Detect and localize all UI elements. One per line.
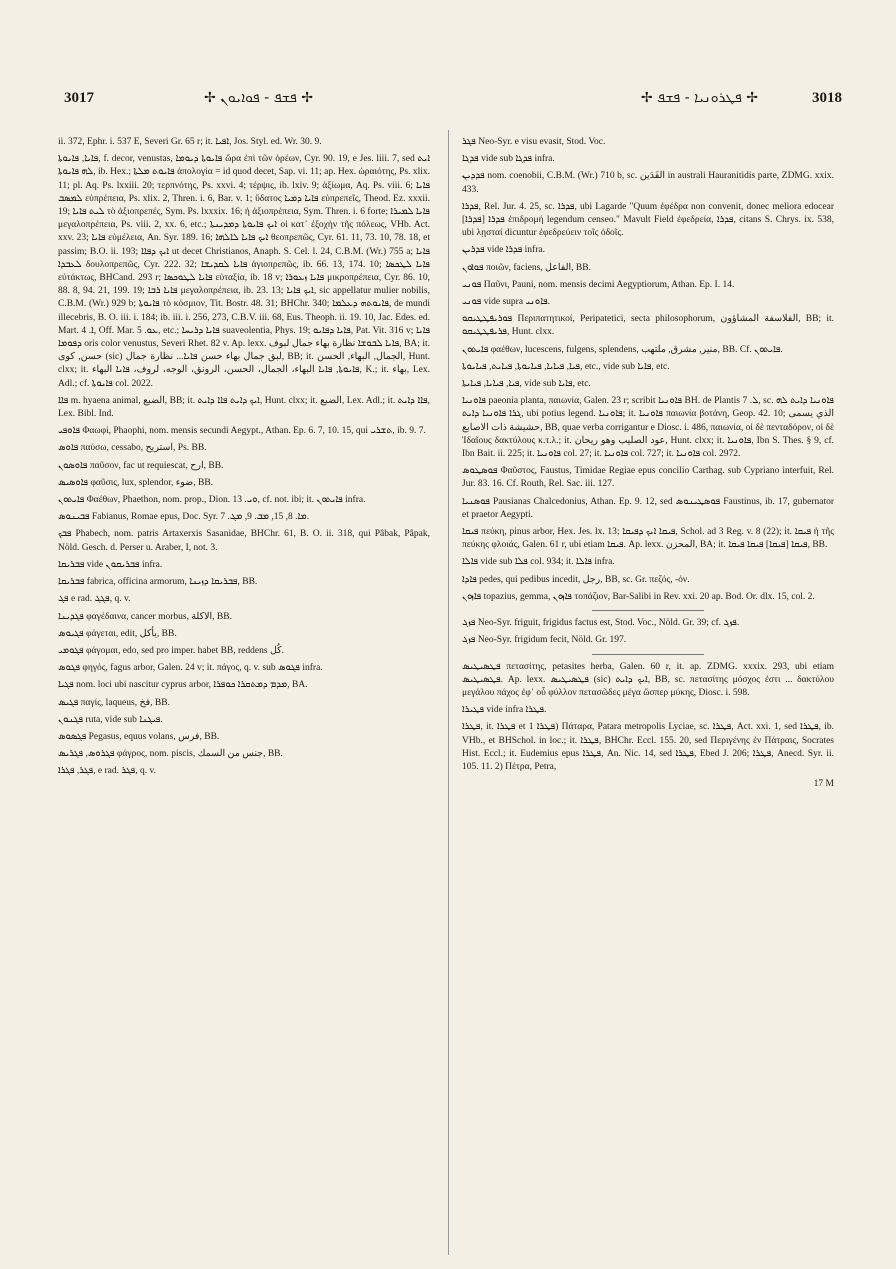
- right-running-head: ✢ ܦܛܪܘܢܝܐ - ܦܫܦ ✢: [640, 90, 758, 106]
- dictionary-entry: ܦܙܓ Neo-Syr. frigidum fecit, Nöld. Gr. 197.: [462, 635, 627, 646]
- dictionary-entry: ܦܙܓ Neo-Syr. friguit, frigidus factus est, Stod. Voc., Nöld. Gr. 39; cf. ܦܙܓ.: [462, 618, 740, 629]
- dictionary-entry: ܦܐܝܬܘܢ Φαέθων, Phaethon, nom. prop., Dion. ܘܝ. 13, cf. not. ibi; it. ܦܐܝܬܘܢ infra.: [58, 495, 366, 506]
- column-rule: [448, 130, 449, 1255]
- dictionary-entry: ܦܘܢܝ Παῦνι, Pauni, nom. mensis decimi Aegyptiorum, Athan. Ep. I. 14.: [462, 279, 735, 290]
- dictionary-entry: ܦܐܘܣܘܢ παῦσον, fac ut requiescat, ارح, BB.: [58, 460, 224, 471]
- dictionary-entry: ܦܓܢܘܢ ruta, vide sub ܦܝܓܢܐ.: [58, 714, 163, 725]
- dictionary-entry: ܦܘܣܛܘܣ Φαῦστος, Faustus, Timidae Regiae epus concilio Carthag. sub Cypriano interfuit, Rel. Jur. 83. 16. Cf. Routh, Rel. Sac. iii. 127.: [462, 466, 834, 490]
- dictionary-entry: ܦܛܪܐ, it. ܦܛܪܐ et ܦܛܪܐ 1) Πάταρα, Patara metropolis Lyciae, sc. ܦܛܪܐ, Act. xxi. 1, sed ܦܛܪܐ, ib. VHb., et BHSchol. in loc.; it. ܦܛܪܐ, BHChr. Eccl. 155. 20, sed Περιγένης ἐν Πάτραις, Socrates Hist. Eccl.; it. Eudemius epus ܦܛܪܐ, An. Nic. 14, sed ܦܛܪܐ, Ebed J. 206; ܦܛܪܐ, Anecd. Syr. ii. 105. 11. 2) Πέτρα, Petra,: [462, 722, 835, 772]
- dictionary-entry: ܦܐܘܣ παύσω, cessabo, استريح, Ps. BB.: [58, 443, 207, 454]
- left-column: [58, 136, 430, 783]
- dictionary-entry: ܦܝܐ, ܦܝܐܝܐ, ܦܝܐܝܘܬܐ, ܦܝܐܝܬ, ܦܝܐܝܘܬܐ, etc., vide sub ܦܐܝܐ, etc.: [462, 361, 670, 372]
- dictionary-entry: ܦܓܕܝܢܐ φαγέδαινα, cancer morbus, الاكلة, BB.: [58, 611, 232, 622]
- dictionary-entry: ܦܐܘܣܝܣ φαῦσις, lux, splendor, ضوء, BB.: [58, 477, 214, 488]
- dictionary-entry: ܦܐܙܘܢ topazius, gemma, ܦܐܙܘܢ τοπάζιον, Bar-Salibi in Rev. xxi. 20 ap. Bod. Or. dlx. 15, col. 2.: [462, 591, 815, 602]
- dictionary-entry: ܦܓܝܐ nom. loci ubi nascitur cyprus arbor, ܡܕܡ ܕܡܬܩܪܐ ܟܘܦܪܐ, BA.: [58, 680, 308, 691]
- dictionary-entry: ܦܓܝܘܣ φάγεται, edit, يأكل, BB.: [58, 628, 177, 639]
- dictionary-entry: ܦܕܪܝܢ vide ܦܕܪܐ infra.: [462, 245, 545, 256]
- dictionary-entry: ܦܐܐ m. hyaena animal, الضبع, BB; it. ܐܝܟ ܕܐܝܬ ܦܐܐ ܕܐܝܬ, Hunt. clxx; it. الضبع, Lex. Adl.; it. ܦܐܐ ܕܐܝܬ, Lex. Bibl. Ind.: [58, 395, 431, 420]
- dictionary-entry: ܦܒܪܝܩܐ vide ܦܒܪܝܩܘܢ infra.: [58, 559, 163, 570]
- dictionary-entry: ܦܐܘܢܝܐ paeonia planta, παιωνία, Galen. 23 r; scribit ܦܐܘܢܝܐ BH. de Plantis ܠ. 7, sc. ܦܐܘܢܝܐ ܕܐܝܬ ܠܗ ܓܪܐ ܦܐܘܢܝܐ ܕܐܝܬ, ubi potius legend. ܦܐܘܢܝܐ; it. ܦܐܘܢܝܐ παιωνία βοτάνη, Geop. 42. 10; الذي يسمى حشيشة ذات الاصابع, BB, quae verba corrigantur e Diosc. i. 486, παιωνία, οἱ δὲ πενταδόρον, οἱ δὲ Ἰδαῖους δακτύλους κ.τ.λ.; it. عود الصليب وهو ريحان, Hunt. clxx; it. ܦܐܘܢܝܐ, Ibn S. Thes. § 9, cf. Ibn Bait. ii. 225; it. ܦܐܘܢܝܐ col. 27; it. ܦܐܘܢܝܐ col. 727; it. ܦܐܘܢܝܐ col. 2972.: [462, 396, 834, 460]
- dictionary-entry: ܦܐܠܐ vide sub ܦܠܐ col. 934; it. ܦܐܠܐ infra.: [462, 557, 615, 568]
- dictionary-entry: ܦܓܪܘܣ, ܦܓܪܝܣ φάγρος, nom. piscis, جنس من السمك, BB.: [58, 749, 283, 760]
- dictionary-entry: ܦܕܪܐ, Rel. Jur. 4. 25, sc. ܦܕܪܐ, ubi Lagarde "Quum ἐφέδρα non convenit, donec meliora edocear ܦܕܪܐ [ܦܕܪܐ] ἐπιδρομή legendum censeo." Mavult Field ἐφεδρεία, ܦܕܪܐ, citans S. Chrys. ix. 538, ubi λῃσταί dicuntur ἐφεδρεύειν τοῖς ὁδοῖς.: [462, 201, 835, 239]
- dictionary-entry: ܦܐܝܐ, ܦܐܝܘܬܐ, f. decor, venustas, ܦܐܝܘܬܐ ܕܝܘܡܐ ὥρα ἐπὶ τῶν ὀρέων, Cyr. 90. 19, e Jes. liii. 7, sed ܐܝܬ ܠܗ ܦܐܝܘܬܐ, ib. Hex.; ܦܐܝܘܬ ܡܠܬܐ ἀπολογία = id quod decet, Sap. vi. 11; ap. Hex. ὡραιότης, Ps. xlix. 11; pl. Aq. Ps. lxxiii. 20; τερπνότης, Ps. xxvi. 4; τέρψις, ib. lxiv. 9; ἀξίωμα, Aq. Ps. viii. 6; ܦܐܝܐ ܠܡܣܒ εὐπρέπεια, Ps. xlix. 2, Thren. i. 6, Bar. v. 1; ὕδατος ܦܐܝܐ ܕܡܝܐ εὐπρεπεῖς, Theod. Ez. xxxii. 19; ܠܝܬ ܦܐܝܐ τὸ ἀξιοπρεπές, Sym. Ps. lxxxix. 16; ἡ ἀξιοπρέπεια, Sym. Thren. i. 6 forte; ܦܐܝܐ ܠܡܝܪܐ μεγαλοπρέπεια, Ps. viii. 2, xx. 6, etc.; ܐܝܟ ܦܐܝܘܬܐ ܕܡܕܝܢܬܐ οἱ κατ᾿ ἐξοχὴν τῆς πόλεως, VHb. Act. xxv. 23; ܦܐܝܐ εὐμέλεια, An. Syr. 189. 16; ܐܝܟ ܦܐܝܐ ܠܐܠܗܐ θεοπρεπῶς, Cyr. 61. 11, 73. 10, 78. 18, et passim; B.O. ii. 193; ܐܝܟ ܕܦܐܐ ut decet Christianos, Anaph. S. Cel. l. 24, C.B.M. (Wr.) 755 a; ܦܐܝܐ ܠܥܒܕܐ δουλοπρεπῶς, Cyr. 222. 32; ܦܐܝܐ ܠܩܕܝܫܐ ἁγιοπρεπῶς, ib. 66. 13, 174. 10; ܦܐܝܐ ܠܛܟܣܐ εὐτάκτως, BHCand. 293 r; ܦܐܝܐ ܠܛܘܟܣܐ εὐταξία, ib. 18 v; ܦܐܝܐ ܙܥܘܪܐ μικροπρέπεια, Cyr. 86. 10, 88. 8, 94. 21, 199. 19; ܦܐܝܐ ܪܒܐ μεγαλοπρέπεια, ib. 23. 13; ܐܝܟ ܦܐܝܐ, sic appellatur mulier nobilis, C.B.M. (Wr.) 929 b; ܦܐܝܘܬܐ τὸ κόσμιον, Tit. Bostr. 48. 31; BHChr. 340; ܦܐܝܘܬܗ ܕܥܠܡܐ, de mundi illecebris, B. O. iii. i. 184; ib. iii. i. 256, 273, C.B.V. iii. 68, Eus. Theoph. ii. 19. 10, Jac. Edes. ed. Mart. ܐ. 4, Off. Mar. ܥܘ. 5, etc.; ܦܐܝܐ ܕܪܝܚܐ suaveolentia, Phys. 19; ܦܐܝܐ ܕܦܐܝܘ, Pat. Vit. 316 v; ܦܐܝܐ ܕܦܘܡܐ oris color venustus, Severi Rhet. 82 v. Ap. lexx. ܦܐܝܐ ܠܒܘܫܐ نظارة بهاء جمال لبوف, BA; it. حسن, كوى (sic) لبق جمال بهاء حسن ܦܐܝܐ... نظارة جمال, BB; it. الجمال, البهاء, الحسن, Hunt. clxx; it. ܦܐܝܘܬܐ, ܦܐܝܐ البهاء، الجمال، الحسن، الرونق، الوجه، لروف، ܦܐܝܐ البهاء, K.; it. بهاء, Lex. Adl.; cf. ܦܐܝܘܬܐ col. 2022.: [58, 154, 431, 389]
- dictionary-entry: ܦܒܪܝܩܐ fabrica, officina armorum, ܦܒܪܝܩܐ ܕܙܝܢܐ, BB.: [58, 577, 258, 588]
- section-divider: [592, 610, 704, 611]
- right-column: [462, 136, 834, 791]
- section-divider: [592, 654, 704, 655]
- dictionary-entry: ܦܕܓܐ vide sub ܦܕܓܐ infra.: [462, 154, 555, 165]
- dictionary-entry: ܦܓ e rad. ܦܓܓ, q. v.: [58, 594, 131, 605]
- dictionary-entry: ܦܓܝܣ παγίς, laqueus, فخ, BB.: [58, 697, 170, 708]
- dictionary-entry: ܦܝܐ, ܦܝܐܝܐ, ܦܝܐܝܬܐ, vide sub ܦܐܝܐ, etc.: [462, 379, 591, 390]
- dictionary-entry: ܦܕܕܝܢ nom. coenobii, C.B.M. (Wr.) 710 b, sc. الفَدَين in australi Hauranitidis parte, ZDMG. xxix. 433.: [462, 171, 834, 195]
- dictionary-entry: ܦܐܘܦܝ Φαωφί, Phaophi, nom. mensis secundi Aegypt., Athan. Ep. 6. 7, 10. 15, qui ܬܫܪܝ, ib. 9. 7.: [58, 426, 426, 437]
- dictionary-entry: ܦܘܣܢܝܐ Pausianas Chalcedonius, Athan. Ep. 9. 12, sed ܦܘܣܛܝܢܘܣ Faustinus, ib. 17, gubernator et praetor Aegypti.: [462, 496, 834, 520]
- dictionary-entry: ܦܒܝܢܘܣ Fabianus, Romae epus, Doc. Syr. ܡܐ. 8, 15, ܡܒ. 9, ܡܓ. 7.: [58, 512, 310, 523]
- dictionary-entry: ܦܘܪܝܦܛܛܝܩܘ Περιπατητικοί, Peripatetici, secta philosophorum, الفلاسفة المشاؤون, BB; it. ܦܪܝܦܛܛܝܩܘ, Hunt. clxx.: [462, 314, 834, 338]
- left-page-number: 3017: [64, 90, 94, 106]
- dictionary-entry: ii. 372, Ephr. i. 537 E, Severi Gr. 65 r; it. ܐܦܝܐ, Jos. Styl. ed. Wr. 30. 9.: [58, 137, 322, 147]
- signature-mark: 17 M: [813, 779, 834, 790]
- dictionary-entry: ܦܒܟ Phabech, nom. patris Artaxerxis Sasanidae, BHChr. 61, B. O. ii. 318, qui Pâbak, Pâpak, Nöld. Gesch. d. Perser u. Araber, I, not. 3.: [58, 529, 430, 553]
- page-header: [56, 90, 852, 114]
- dictionary-entry: ܦܐܝܬܘܢ φαέθων, lucescens, fulgens, splendens, منير, مشرق, ملتهب, BB. Cf. ܦܐܝܬܘܢ.: [462, 344, 783, 355]
- dictionary-entry: ܦܓܘܣ φηγός, fagus arbor, Galen. 24 v; it. πάγος, q. v. sub ܦܓܘܣ infra.: [58, 663, 323, 674]
- dictionary-entry: ܦܓܘܡܝ φάγομαι, edo, sed pro imper. habet BB, reddens كُل.: [58, 645, 285, 656]
- dictionary-entry: ܦܘܢܝ vide supra ܦܐܘܢܝ.: [462, 297, 551, 308]
- dictionary-entry: ܦܓܣܘܣ Pegasus, equus volans, فرس, BB.: [58, 731, 220, 742]
- dictionary-entry: ܦܛܝܪܐ vide infra ܦܛܪܐ.: [462, 705, 547, 716]
- right-page-number: 3018: [812, 90, 842, 106]
- dictionary-entry: ܦܓܪ, ܦܓܪܐ, e rad. ܦܓܪ, q. v.: [58, 766, 157, 777]
- dictionary-entry: ܦܝܩܐ πεύκη, pinus arbor, Hex. Jes. lx. 13; ܦܝܩܐ ܐܝܟ ܕܦܝܩܐ, Schol. ad 3 Reg. v. 8 (22); it. ܦܝܩܐ ἡ τῆς πεύκης φλοιάς, Galen. 61 r, ubi etiam ܦܝܩܐ. Ap. lexx. المحزن, BA; it. ܦܝܩܐ [ܦܝܩܐ] ܦܝܩܐ ܦܝܩܐ, BB.: [462, 527, 834, 551]
- dictionary-entry: ܦܓܪ Neo-Syr. e visu evasit, Stod. Voc.: [462, 137, 606, 147]
- dictionary-entry: ܦܐܕܐ pedes, qui pedibus incedit, رجل, BB, sc. Gr. πεζός, -όν.: [462, 574, 690, 585]
- left-running-head: ✢ ܦܫܦ - ܦܘܐܝܘܢ ✢: [204, 90, 313, 106]
- dictionary-entry: ܦܘܐܘܢ ποιῶν, faciens, الفاعل, BB.: [462, 262, 591, 273]
- dictionary-entry: ܦܛܣܝܛܝܣ πετασίτης, petasites herba, Galen. 60 r, it. ap. ZDMG. xxxix. 293, ubi etiam ܦܛܣܝܛܝܣ. Ap. lexx. ܦܛܣܝܛܝܣ (sic) ܐܝܟ ܕܐܝܬ, BB, sc. πετασίτης μόσχος ἐστι ... δακτύλου μεγάλου πάχος ἐφ᾿ οὗ φύλλον πετασῶδες μέγα ὥσπερ μύκης, Diosc. i. 598.: [462, 661, 834, 698]
